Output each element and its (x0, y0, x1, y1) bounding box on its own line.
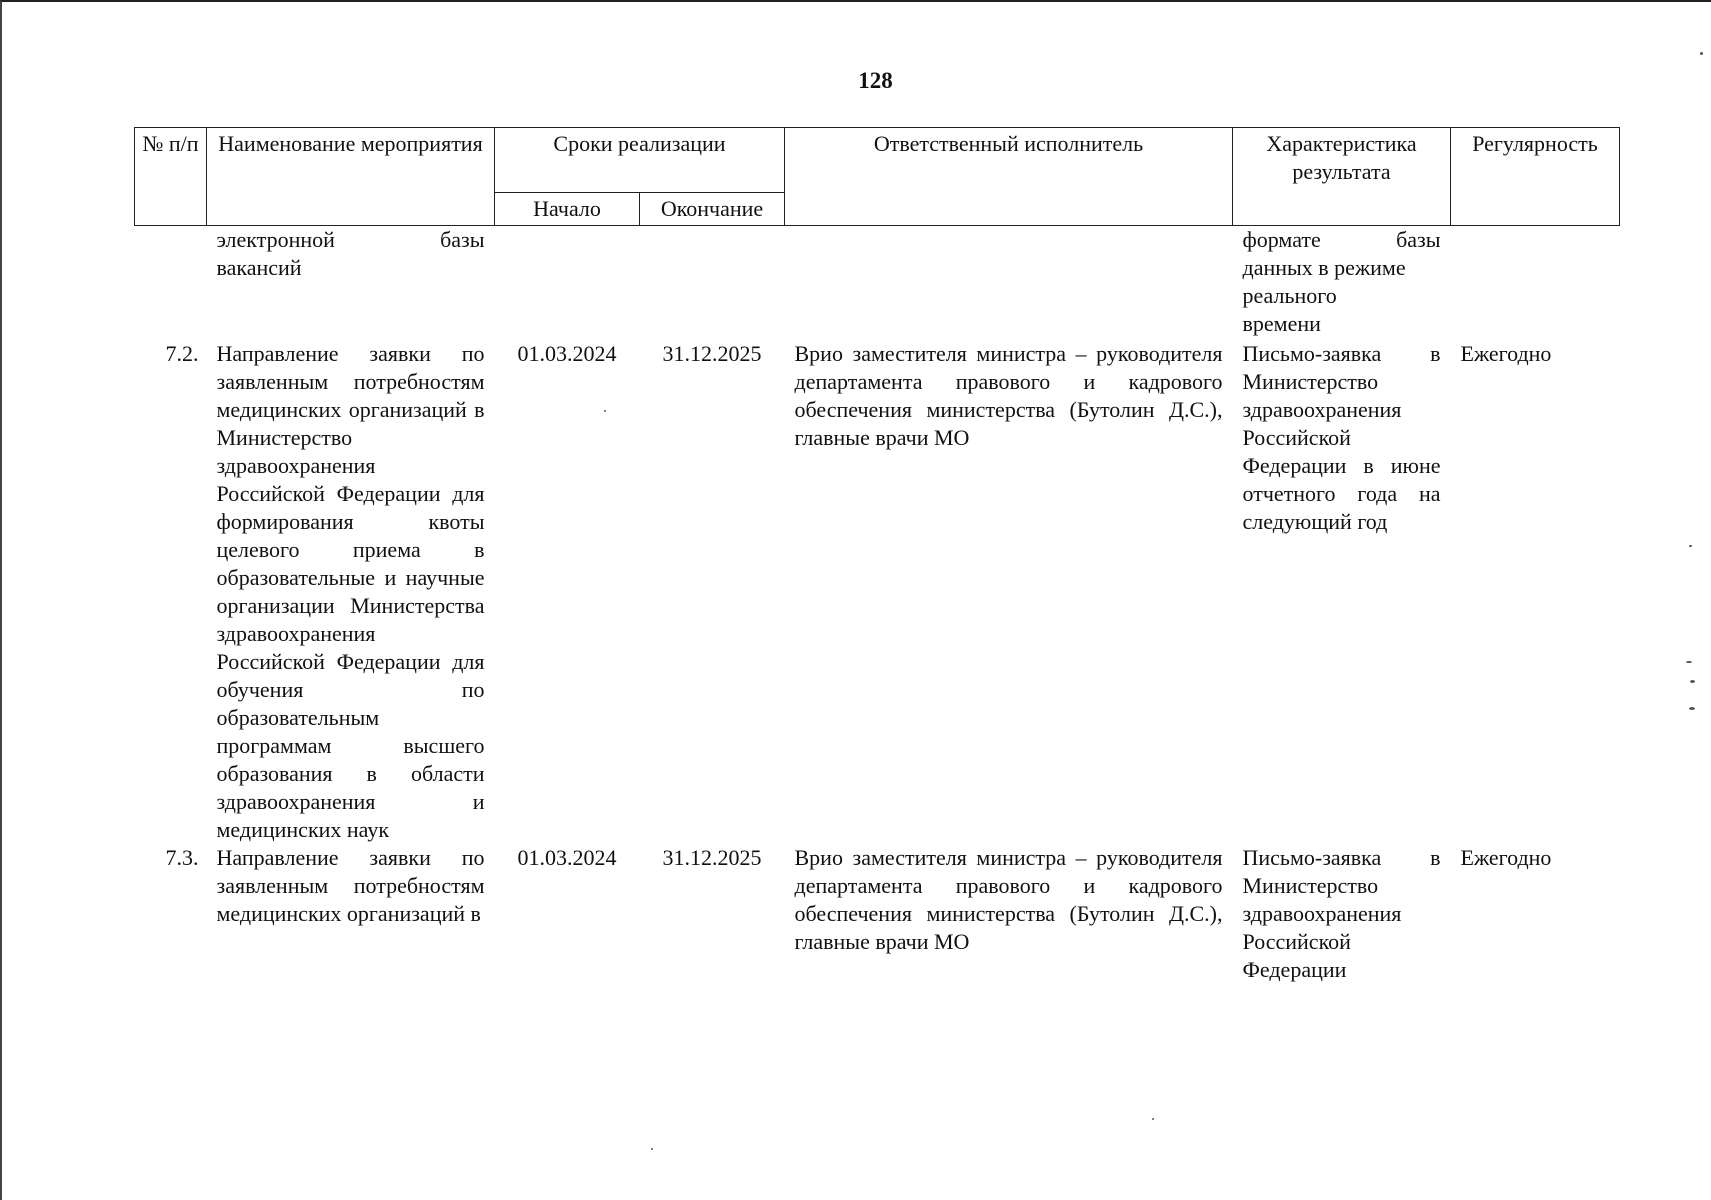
page-number: 128 (858, 68, 893, 93)
header-start: Начало (495, 193, 640, 226)
cell-responsible (785, 226, 1233, 341)
header-num: № п/п (135, 128, 207, 226)
continuation-word: базы (440, 227, 485, 252)
scan-speck (1689, 707, 1695, 710)
header-period: Сроки реализации (495, 128, 785, 193)
header-result: Характеристика результата (1233, 128, 1451, 226)
row-end: 31.12.2025 (662, 341, 762, 366)
continuation-result-line-3: реального (1242, 283, 1337, 308)
row-responsible: Врио заместителя министра – руководителя департамента правового и кадрового обеспечения министерства (Бутолин Д.С.), главные врачи МО (794, 845, 1223, 954)
scan-speck (1686, 661, 1692, 663)
row-start: 01.03.2024 (517, 341, 617, 366)
cell-regularity (1451, 226, 1620, 341)
row-name: Направление заявки по заявленным потребностям медицинских организаций в Министерство здравоохранения Российской Федерации для формирования квоты целевого приема в образовательные и научные организации Министерства здравоохранения Российской Федерации для обучения по образовательным программам высшего образования в области здравоохранения и медицинских наук (216, 341, 485, 842)
continuation-result-line-4: времени (1242, 311, 1321, 336)
measures-table (134, 127, 1620, 984)
continuation-name-line-1 (217, 226, 485, 254)
cell-name-continuation (207, 226, 495, 341)
cell-start (495, 226, 640, 341)
table-row (135, 340, 1620, 844)
header-regularity: Регулярность (1451, 128, 1620, 226)
row-regularity: Ежегодно (1460, 845, 1552, 870)
table-row-continuation (135, 226, 1620, 341)
row-end: 31.12.2025 (662, 845, 762, 870)
scan-speck (1152, 1118, 1154, 1120)
header-responsible: Ответственный исполнитель (785, 128, 1233, 226)
table-header (135, 128, 1620, 226)
scan-speck (651, 1148, 653, 1150)
row-num: 7.3. (165, 845, 199, 870)
continuation-name-line-2: вакансий (216, 255, 302, 280)
row-responsible: Врио заместителя министра – руководителя департамента правового и кадрового обеспечения министерства (Бутолин Д.С.), главные врачи МО (794, 341, 1223, 450)
header-end: Окончание (640, 193, 785, 226)
table-row (135, 844, 1620, 984)
continuation-word: формате (1242, 227, 1321, 252)
scan-speck (604, 410, 606, 412)
cell-result-continuation (1233, 226, 1451, 341)
scan-speck (1689, 545, 1692, 547)
row-result: Письмо-заявка в Министерство здравоохранения Российской Федерации (1242, 845, 1441, 982)
row-result: Письмо-заявка в Министерство здравоохранения Российской Федерации в июне отчетного года на следующий год (1242, 341, 1441, 534)
row-start: 01.03.2024 (517, 845, 617, 870)
cell-num (135, 226, 207, 341)
continuation-word: электронной (216, 227, 335, 252)
row-name: Направление заявки по заявленным потребностям медицинских организаций в (216, 845, 485, 926)
continuation-word: базы (1396, 227, 1441, 252)
continuation-result-line-2: данных в режиме (1242, 255, 1406, 280)
cell-end (640, 226, 785, 341)
scan-speck (1690, 680, 1695, 683)
header-name: Наименование мероприятия (207, 128, 495, 226)
row-num: 7.2. (165, 341, 199, 366)
row-regularity: Ежегодно (1460, 341, 1552, 366)
scan-speck (1700, 52, 1703, 55)
continuation-result-line-1 (1243, 226, 1441, 254)
